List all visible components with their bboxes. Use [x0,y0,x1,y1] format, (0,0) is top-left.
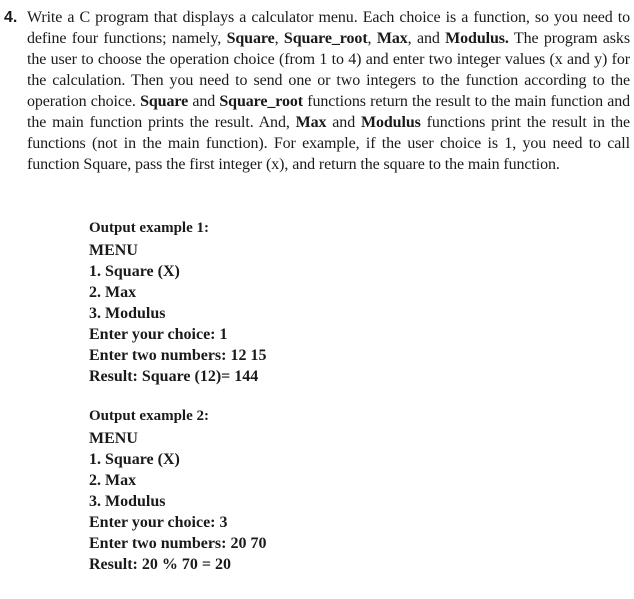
example-title: Output example 2: [89,408,209,424]
function-name-square: Square [140,93,189,110]
output-example-1 [89,220,419,387]
function-name-modulus: Modulus [360,114,421,131]
example-line-numbers: Enter two numbers: 20 70 [89,535,267,552]
function-name-max: Max [295,114,327,131]
function-name-square-root: Square_root [219,93,304,110]
question-segment: and [188,93,220,110]
example-line-choice: Enter your choice: 3 [89,514,228,531]
example-line-menu: MENU [89,242,138,259]
example-title: Output example 1: [89,220,209,236]
example-line-option-1: 1. Square (X) [89,263,180,280]
question-segment: , [274,30,284,47]
question-segment: The program asks the user to choose the operation choice (from 1 to 4) and enter two integer values (x and y) for the calculation. Then you need to send one or two integers to the function according to the operation choice. [27,30,630,110]
example-line-option-3: 3. Modulus [89,493,166,510]
function-name-square: Square [226,30,275,47]
example-line-option-2: 2. Max [89,284,137,301]
question-text [27,7,630,175]
question-segment: , [367,30,377,47]
question-segment: , and [407,30,446,47]
function-name-modulus: Modulus. [445,30,509,47]
function-name-square-root: Square_root [283,30,368,47]
example-line-result: Result: Square (12)= 144 [89,368,259,385]
question-block [4,7,630,175]
function-name-max: Max [376,30,408,47]
example-line-option-3: 3. Modulus [89,305,166,322]
example-line-menu: MENU [89,430,138,447]
example-line-numbers: Enter two numbers: 12 15 [89,347,267,364]
example-line-option-2: 2. Max [89,472,137,489]
question-segment: functions print the result in the functions (not in the main function). For example, if the user choice is 1, you need to call function Square, pass the first integer (x), and return the square to the main function. [27,114,630,173]
question-segment: functions return the result to the main function and the main function prints the result. And, [27,93,631,131]
question-segment: and [326,114,361,131]
example-line-choice: Enter your choice: 1 [89,326,228,343]
example-line-result: Result: 20 % 70 = 20 [89,556,231,573]
question-number: 4. [4,9,18,26]
example-line-option-1: 1. Square (X) [89,451,180,468]
question-segment: Write a C program that displays a calculator menu. Each choice is a function, so you need to define four functions; namely, [27,9,630,47]
output-example-2 [89,408,419,575]
